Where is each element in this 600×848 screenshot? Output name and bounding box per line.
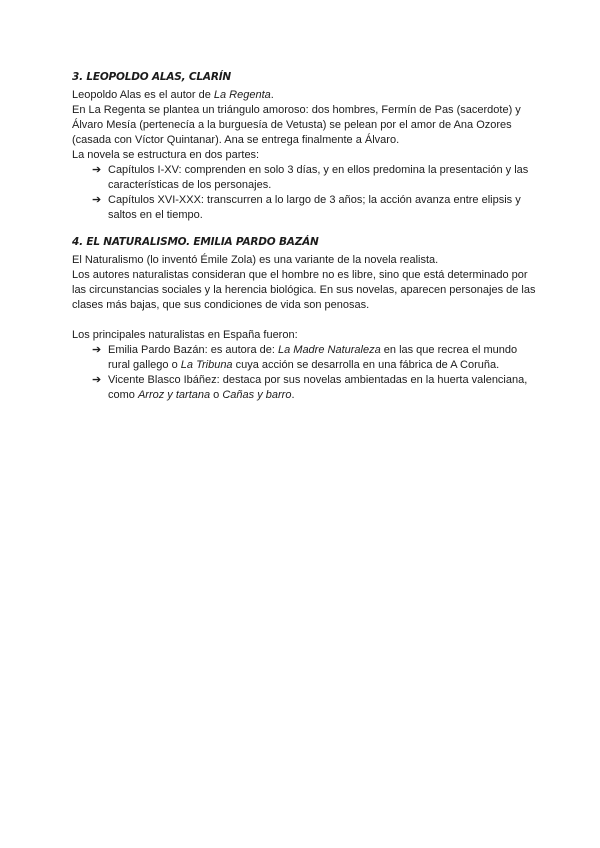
text: Vicente Blasco Ibáñez: destaca por sus novelas ambientadas en la huerta valenciana, como bbox=[108, 374, 528, 401]
section-3-paragraph-1 bbox=[72, 88, 537, 103]
section-3-heading: 3. LEOPOLDO ALAS, CLARÍN bbox=[72, 71, 232, 83]
list-item bbox=[92, 373, 537, 403]
section-4-paragraph-3: Los principales naturalistas en España fueron: bbox=[72, 329, 298, 341]
arrow-icon: ➔ bbox=[92, 344, 102, 356]
arrow-icon: ➔ bbox=[92, 164, 102, 176]
section-4-heading: 4. EL NATURALISMO. EMILIA PARDO BAZÁN bbox=[72, 236, 319, 248]
text: o bbox=[210, 389, 223, 401]
section-4-paragraph-2: Los autores naturalistas consideran que el hombre no es libre, sino que está determinado por las circunstancias sociales y la herencia biológica. En sus novelas, aparecen personajes de las clases más bajas, que sus condiciones de vida son penosas. bbox=[72, 269, 536, 311]
book-title: Arroz y tartana bbox=[137, 389, 211, 401]
text: . bbox=[270, 89, 274, 101]
list-item-text: Capítulos I-XV: comprenden en solo 3 días, y en ellos predomina la presentación y las características de los personajes. bbox=[108, 164, 529, 191]
section-4-bullet-list bbox=[72, 343, 537, 403]
section-3-paragraph-3: La novela se estructura en dos partes: bbox=[72, 149, 260, 161]
text: Emilia Pardo Bazán: es autora de: bbox=[108, 344, 278, 356]
list-item bbox=[92, 163, 537, 193]
list-item bbox=[92, 193, 537, 223]
text: cuya acción se desarrolla en una fábrica de A Coruña. bbox=[232, 359, 500, 371]
book-title: Cañas y barro bbox=[222, 389, 292, 401]
text: Leopoldo Alas es el autor de bbox=[72, 89, 214, 101]
text: . bbox=[291, 389, 295, 401]
arrow-icon: ➔ bbox=[92, 374, 102, 386]
list-item-text: Capítulos XVI-XXX: transcurren a lo largo de 3 años; la acción avanza entre elipsis y saltos en el tiempo. bbox=[108, 194, 521, 221]
section-3-bullet-list bbox=[72, 163, 537, 223]
book-title: La Tribuna bbox=[180, 359, 233, 371]
book-title: La Regenta bbox=[213, 89, 271, 101]
book-title: La Madre Naturaleza bbox=[277, 344, 381, 356]
document-page bbox=[72, 70, 537, 403]
text: en las que recrea el mundo rural gallego o bbox=[108, 344, 518, 371]
arrow-icon: ➔ bbox=[92, 194, 102, 206]
spacer bbox=[72, 313, 537, 328]
section-4-paragraph-1: El Naturalismo (lo inventó Émile Zola) es una variante de la novela realista. bbox=[72, 254, 439, 266]
list-item bbox=[92, 343, 537, 373]
section-3-paragraph-2: En La Regenta se plantea un triángulo amoroso: dos hombres, Fermín de Pas (sacerdote) y Álvaro Mesía (pertenecía a la burguesía de Vetusta) se pelean por el amor de Ana Ozores (casada con Víctor Quintanar). Ana se entrega finalmente a Álvaro. bbox=[72, 104, 521, 146]
